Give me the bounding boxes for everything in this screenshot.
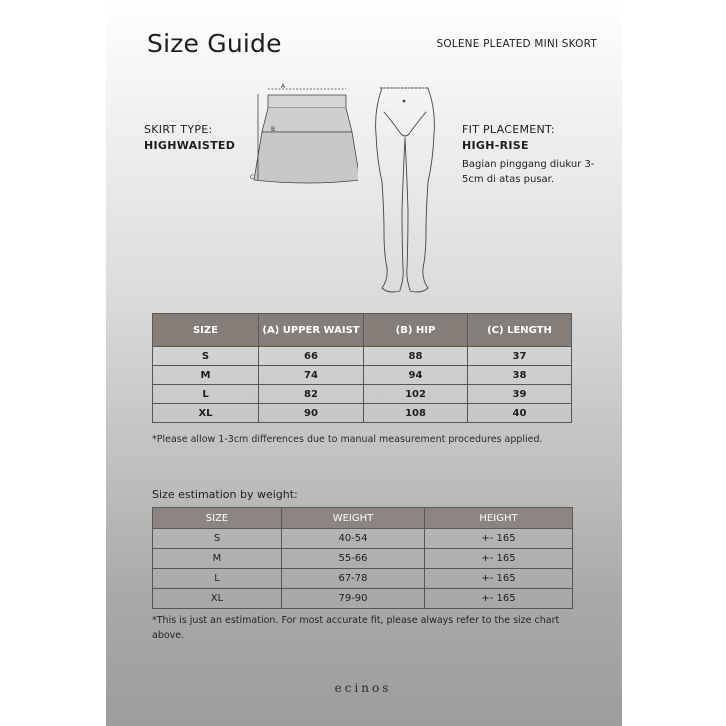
size-chart-table <box>152 313 572 423</box>
table-row <box>153 529 573 549</box>
table-row <box>153 347 572 366</box>
weight-header-row <box>153 508 573 529</box>
table-row <box>153 569 573 589</box>
cell-size: M <box>153 549 282 569</box>
cell-height: +- 165 <box>425 529 573 549</box>
cell-hip: 94 <box>364 366 468 385</box>
fit-placement-label: FIT PLACEMENT: <box>462 123 555 136</box>
fit-placement-description: Bagian pinggang diukur 3-5cm di atas pusar. <box>462 159 595 185</box>
table-row <box>153 549 573 569</box>
weight-estimation-title: Size estimation by weight: <box>152 488 298 501</box>
table-row <box>153 404 572 423</box>
header-height: HEIGHT <box>425 508 573 529</box>
header-size: SIZE <box>153 314 259 347</box>
cell-hip: 88 <box>364 347 468 366</box>
cell-upper-waist: 66 <box>259 347 364 366</box>
cell-length: 38 <box>468 366 572 385</box>
table-row <box>153 589 573 609</box>
product-name: SOLENE PLEATED MINI SKORT <box>436 38 597 50</box>
header-length: (C) LENGTH <box>468 314 572 347</box>
brand-logo: ecinos <box>334 681 392 695</box>
cell-size: XL <box>153 589 282 609</box>
cell-height: +- 165 <box>425 569 573 589</box>
page-title: Size Guide <box>147 29 282 58</box>
table-row <box>153 385 572 404</box>
cell-height: +- 165 <box>425 549 573 569</box>
weight-estimation-table <box>152 507 573 609</box>
cell-weight: 79-90 <box>282 589 425 609</box>
fit-placement-value: HIGH-RISE <box>462 139 529 152</box>
cell-upper-waist: 74 <box>259 366 364 385</box>
measurement-note: *Please allow 1-3cm differences due to manual measurement procedures applied. <box>152 434 543 445</box>
cell-upper-waist: 82 <box>259 385 364 404</box>
cell-size: XL <box>153 404 259 423</box>
diagram-label-c: C <box>250 174 255 181</box>
cell-weight: 55-66 <box>282 549 425 569</box>
cell-hip: 102 <box>364 385 468 404</box>
skirt-type-value: HIGHWAISTED <box>144 139 236 152</box>
skirt-diagram <box>248 80 358 190</box>
header-weight: WEIGHT <box>282 508 425 529</box>
cell-hip: 108 <box>364 404 468 423</box>
cell-size: M <box>153 366 259 385</box>
estimation-note: *This is just an estimation. For most accurate fit, please always refer to the size chart above. <box>152 615 560 641</box>
table-row <box>153 366 572 385</box>
skirt-type-label: SKIRT TYPE: <box>144 123 213 136</box>
cell-upper-waist: 90 <box>259 404 364 423</box>
cell-length: 37 <box>468 347 572 366</box>
cell-weight: 40-54 <box>282 529 425 549</box>
diagram-label-b: B <box>271 126 276 133</box>
cell-weight: 67-78 <box>282 569 425 589</box>
skirt-type-block <box>144 123 235 152</box>
right-margin <box>622 0 726 726</box>
fit-placement-block <box>462 123 602 187</box>
header-size: SIZE <box>153 508 282 529</box>
cell-size: L <box>153 385 259 404</box>
cell-size: S <box>153 347 259 366</box>
body-diagram <box>370 82 442 298</box>
cell-size: S <box>153 529 282 549</box>
cell-height: +- 165 <box>425 589 573 609</box>
cell-length: 40 <box>468 404 572 423</box>
left-margin <box>0 0 106 726</box>
header-upper-waist: (A) UPPER WAIST <box>259 314 364 347</box>
cell-size: L <box>153 569 282 589</box>
header-hip: (B) HIP <box>364 314 468 347</box>
size-chart-header-row <box>153 314 572 347</box>
diagram-label-a: A <box>281 83 286 90</box>
cell-length: 39 <box>468 385 572 404</box>
